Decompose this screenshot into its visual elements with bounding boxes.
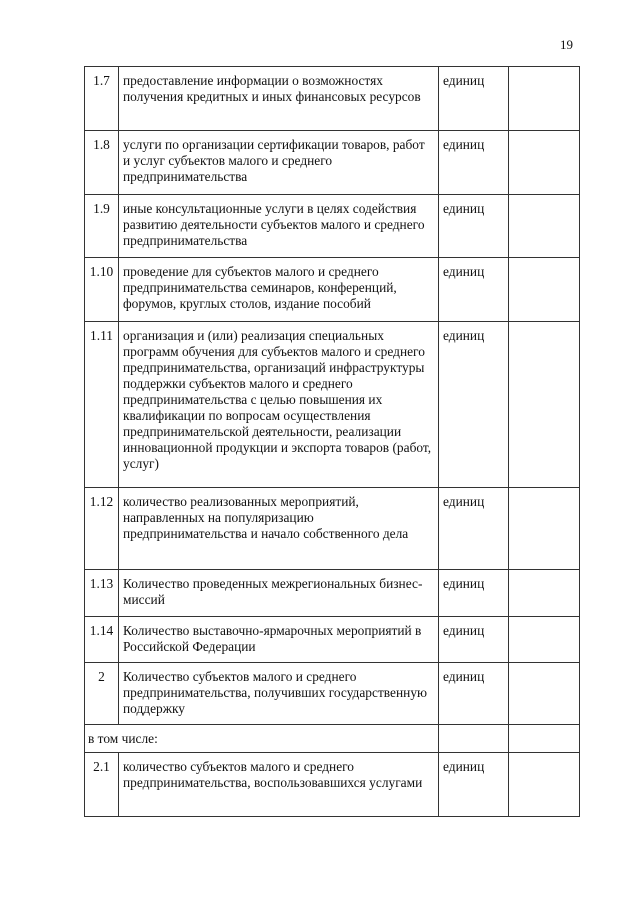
row-number: 2.1 [85, 753, 119, 817]
row-number: 1.14 [85, 617, 119, 663]
row-description: предоставление информации о возможностях получения кредитных и иных финансовых ресурсов [119, 67, 439, 131]
table-row [85, 488, 580, 570]
subheading: в том числе: [85, 725, 439, 753]
row-number: 1.7 [85, 67, 119, 131]
subheading-row [85, 725, 580, 753]
row-description: иные консультационные услуги в целях содействия развитию деятельности субъектов малого и среднего предпринимательства [119, 195, 439, 258]
row-description: Количество выставочно-ярмарочных мероприятий в Российской Федерации [119, 617, 439, 663]
row-unit: единиц [439, 131, 509, 195]
table-row [85, 570, 580, 617]
row-unit: единиц [439, 753, 509, 817]
row-number: 1.9 [85, 195, 119, 258]
row-unit: единиц [439, 570, 509, 617]
table-row [85, 67, 580, 131]
table-row [85, 258, 580, 322]
row-value [509, 488, 580, 570]
row-value [509, 67, 580, 131]
row-description: Количество субъектов малого и среднего предпринимательства, получивших государственную поддержку [119, 663, 439, 725]
table-row [85, 753, 580, 817]
table-row [85, 663, 580, 725]
row-number: 1.13 [85, 570, 119, 617]
row-value [509, 570, 580, 617]
row-value [509, 663, 580, 725]
row-description: проведение для субъектов малого и среднего предпринимательства семинаров, конференций, форумов, круглых столов, издание пособий [119, 258, 439, 322]
row-number: 2 [85, 663, 119, 725]
table-row [85, 195, 580, 258]
table-row [85, 131, 580, 195]
row-unit: единиц [439, 258, 509, 322]
table-row [85, 617, 580, 663]
row-number: 1.8 [85, 131, 119, 195]
row-value [509, 322, 580, 488]
row-unit: единиц [439, 617, 509, 663]
row-value [509, 725, 580, 753]
row-unit: единиц [439, 195, 509, 258]
row-description: организация и (или) реализация специальных программ обучения для субъектов малого и среднего предпринимательства, организаций инфраструктуры поддержки субъектов малого и среднего предпринимательства с целью повышения их квалификации по вопросам осуществления предпринимательской деятельности, реализации инновационной продукции и экспорта товаров (работ, услуг) [119, 322, 439, 488]
row-unit: единиц [439, 663, 509, 725]
row-number: 1.12 [85, 488, 119, 570]
row-unit [439, 725, 509, 753]
row-number: 1.11 [85, 322, 119, 488]
row-unit: единиц [439, 67, 509, 131]
page-number: 19 [560, 37, 573, 52]
row-description: Количество проведенных межрегиональных бизнес-миссий [119, 570, 439, 617]
indicators-table [84, 66, 580, 817]
row-description: количество субъектов малого и среднего предпринимательства, воспользовавшихся услугами [119, 753, 439, 817]
table-row [85, 322, 580, 488]
row-unit: единиц [439, 322, 509, 488]
row-value [509, 195, 580, 258]
row-number: 1.10 [85, 258, 119, 322]
row-description: количество реализованных мероприятий, направленных на популяризацию предпринимательства и начало собственного дела [119, 488, 439, 570]
row-description: услуги по организации сертификации товаров, работ и услуг субъектов малого и среднего предпринимательства [119, 131, 439, 195]
row-value [509, 258, 580, 322]
row-unit: единиц [439, 488, 509, 570]
row-value [509, 753, 580, 817]
row-value [509, 617, 580, 663]
row-value [509, 131, 580, 195]
